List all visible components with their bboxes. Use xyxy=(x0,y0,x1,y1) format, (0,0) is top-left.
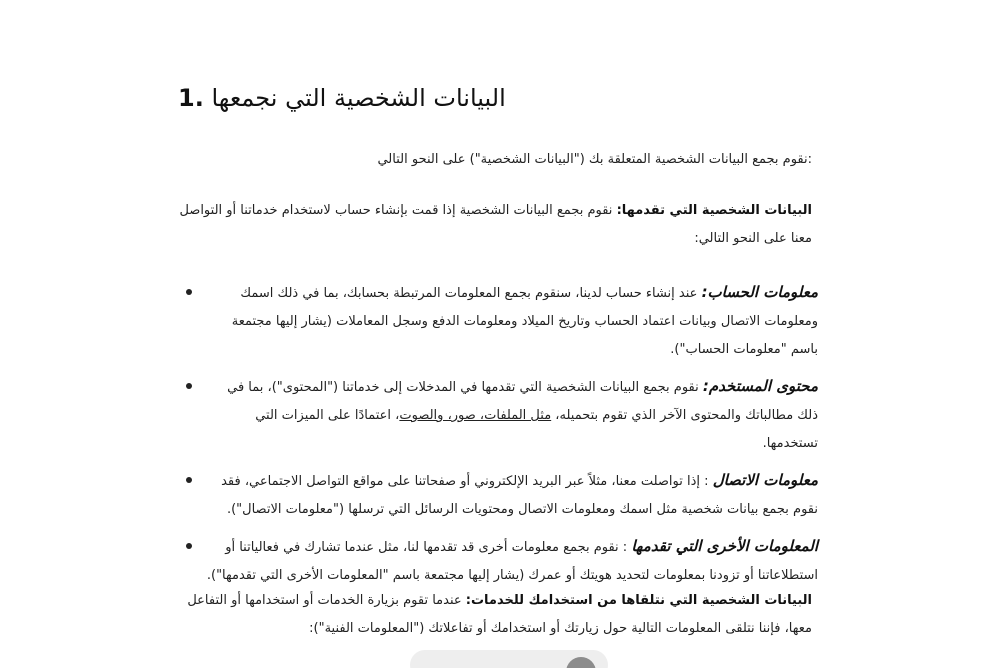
item-text: : نقوم بجمع معلومات أخرى قد تقدمها لنا، مثل عندما تشارك في فعالياتنا أو استطلاعاتنا أو تزودنا بمعلومات لتحديد هويتك أو عمرك (يشار إليها مجتمعة باسم "المعلومات الأخرى التي تقدمها"). xyxy=(206,540,818,583)
usage-data-label: البيانات الشخصية التي نتلقاها من استخدامك للخدمات: xyxy=(465,593,812,608)
list-item-user-content xyxy=(178,372,818,458)
intro-paragraph: :نقوم بجمع البيانات الشخصية المتعلقة بك ("البيانات الشخصية") على النحو التالي xyxy=(377,152,812,167)
item-term: محتوى المستخدم: xyxy=(702,377,818,395)
section-number: 1. xyxy=(178,84,204,112)
usage-data-text: عندما تقوم بزيارة الخدمات أو استخدامها أو التفاعل معها، فإننا نتلقى المعلومات التالية حول زيارتك أو استخدامك أو تفاعلاتك ("المعلومات الفنية"): xyxy=(187,593,812,636)
bullet-icon xyxy=(186,543,192,549)
bullet-icon xyxy=(186,383,192,389)
list-item-account xyxy=(178,278,818,364)
item-underlined-text: مثل الملفات، صور، والصوت xyxy=(399,408,552,423)
item-text-end: ، اعتمادًا على الميزات التي تستخدمها. xyxy=(255,408,818,451)
section-heading xyxy=(178,84,578,112)
section-title: البيانات الشخصية التي نجمعها xyxy=(211,84,506,112)
item-term: المعلومات الأخرى التي تقدمها xyxy=(631,537,818,555)
item-term: معلومات الاتصال xyxy=(712,471,818,489)
item-term: معلومات الحساب: xyxy=(701,283,818,301)
item-text: نقوم بجمع البيانات الشخصية التي تقدمها في المدخلات إلى خدماتنا ("المحتوى")، بما في ذلك مطالباتك والمحتوى الآخر الذي تقوم بتحميله، xyxy=(227,380,818,423)
usage-data-paragraph xyxy=(178,587,812,643)
list-item-other-info xyxy=(178,532,818,590)
item-text: عند إنشاء حساب لدينا، سنقوم بجمع المعلومات المرتبطة بحسابك، بما في ذلك اسمك ومعلومات الاتصال وبيانات اعتماد الحساب وتاريخ الميلاد ومعلومات الدفع وسجل المعاملات (يشار إليها مجتمعة باسم "معلومات الحساب"). xyxy=(231,286,818,357)
item-text: : إذا تواصلت معنا، مثلاً عبر البريد الإلكتروني أو صفحاتنا على مواقع التواصل الاجتماعي، فقد نقوم بجمع بيانات شخصية مثل اسمك ومعلومات الاتصال ومحتويات الرسائل التي ترسلها ("معلومات الاتصال"). xyxy=(221,474,818,517)
list-item-communication xyxy=(178,466,818,524)
collected-data-list xyxy=(178,278,818,590)
bullet-icon xyxy=(186,289,192,295)
provided-data-text: نقوم بجمع البيانات الشخصية إذا قمت بإنشاء حساب لاستخدام خدماتنا أو التواصل معنا على النحو التالي: xyxy=(179,203,812,246)
provided-data-paragraph xyxy=(178,197,812,253)
bullet-icon xyxy=(186,477,192,483)
provided-data-label: البيانات الشخصية التي تقدمها: xyxy=(616,203,812,218)
